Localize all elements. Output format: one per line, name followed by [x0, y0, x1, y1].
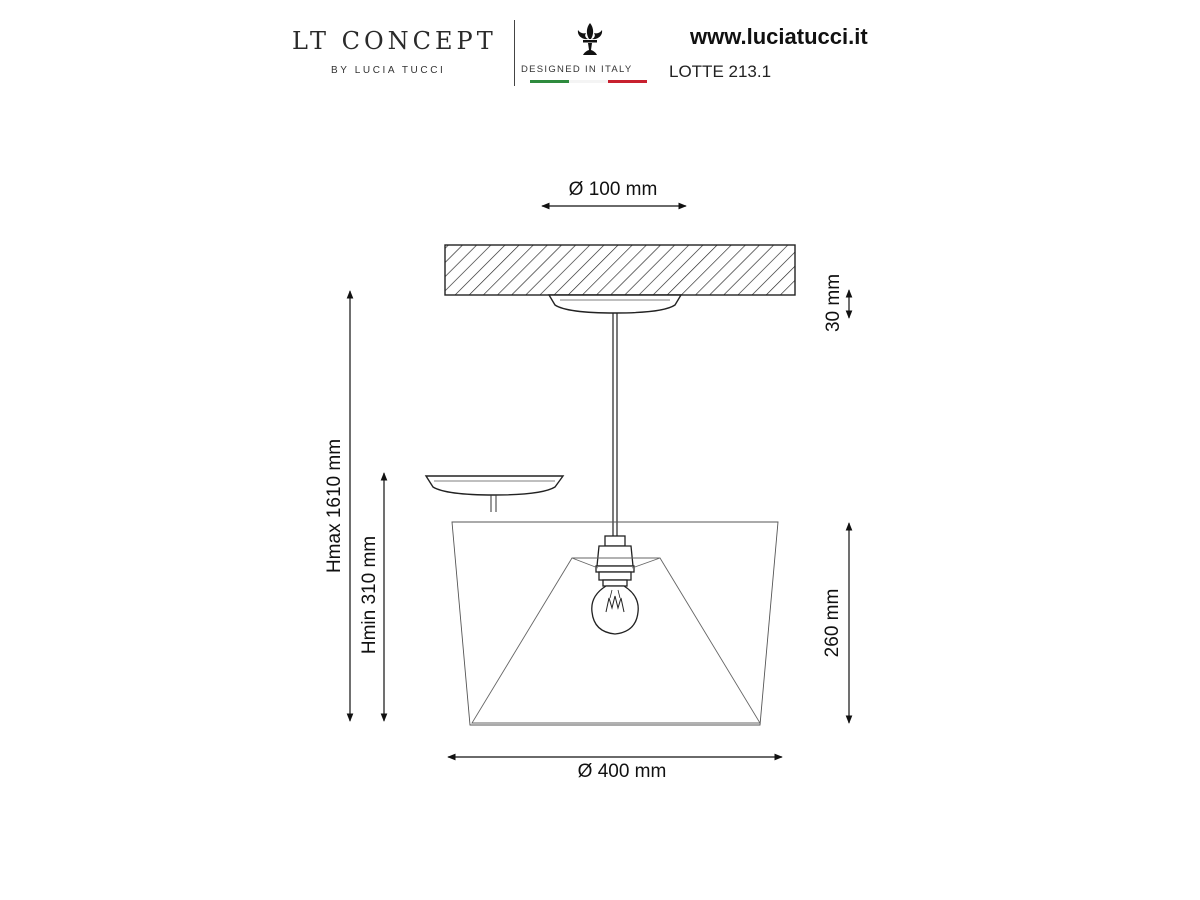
designed-in-italy-label: DESIGNED IN ITALY	[521, 64, 633, 75]
light-bulb	[592, 586, 638, 634]
ceiling	[445, 245, 795, 295]
website-link[interactable]: www.luciatucci.it	[690, 24, 868, 49]
brand-title: LT CONCEPT	[292, 27, 497, 55]
ceiling-canopy	[549, 295, 681, 313]
shade-diameter-label: Ø 400 mm	[577, 761, 667, 782]
height-max-label: Hmax 1610 mm	[324, 438, 345, 574]
canopy-height-label: 30 mm	[823, 273, 844, 333]
shade-height-label: 260 mm	[822, 588, 843, 658]
detached-canopy	[426, 476, 563, 512]
lamp-socket	[596, 536, 634, 586]
brand-subtitle: BY LUCIA TUCCI	[331, 65, 446, 76]
canopy-diameter-label: Ø 100 mm	[568, 179, 658, 200]
height-min-label: Hmin 310 mm	[359, 535, 380, 655]
power-cord	[613, 313, 617, 540]
model-code: LOTTE 213.1	[669, 62, 772, 81]
